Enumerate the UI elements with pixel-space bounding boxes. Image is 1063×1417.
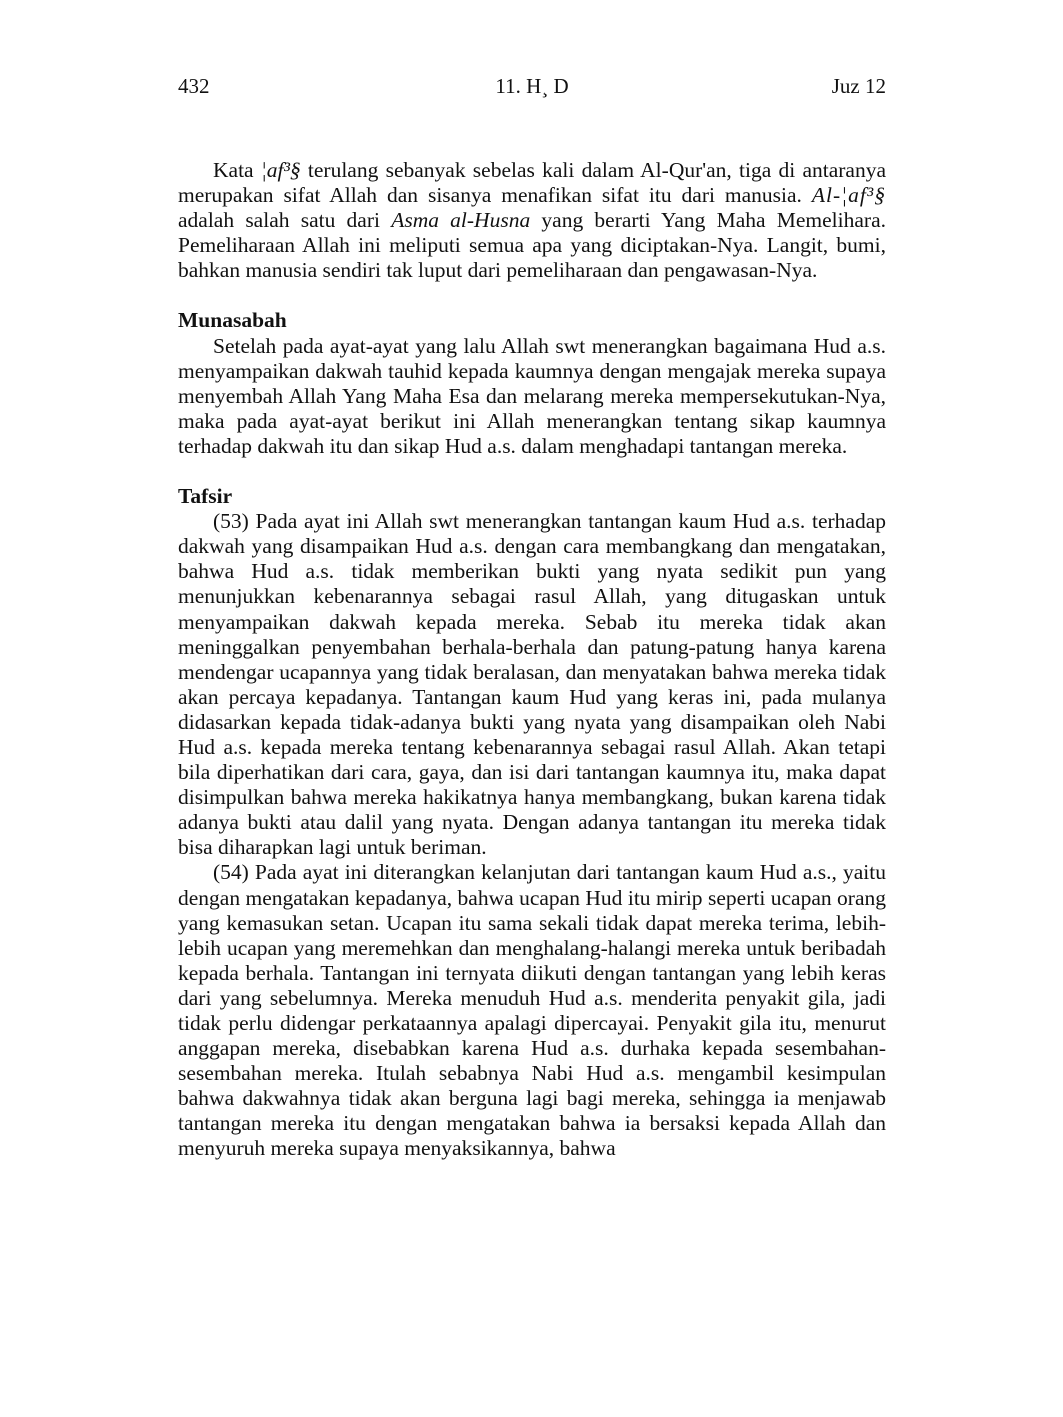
page-header [178, 74, 886, 104]
spacer [178, 283, 886, 308]
page-body [178, 158, 886, 1162]
chapter-title: 11. H¸ D [495, 74, 569, 98]
tafsir-heading: Tafsir [178, 484, 233, 509]
spacer [178, 459, 886, 484]
term-al-hafiz: Al-¦af³§ [811, 183, 886, 208]
intro-text-4: yang berarti Yang Maha Memelihara. Pemeliharaan Allah ini meliputi semua apa yang diciptakan-Nya. Langit, bumi, bahkan manusia sendiri tak luput dari pemeliharaan dan pengawasan-Nya. [178, 208, 886, 283]
intro-text-2: terulang sebanyak sebelas kali dalam Al-Qur'an, tiga di antaranya merupakan sifat Allah dan sisanya menafikan sifat itu dari manusia. [178, 158, 887, 208]
page-number: 432 [178, 74, 210, 98]
intro-text-1: Kata [213, 158, 261, 182]
term-asma-al-husna: Asma al-Husna [391, 208, 531, 233]
juz-label: Juz 12 [831, 74, 886, 98]
munasabah-heading: Munasabah [178, 308, 287, 333]
intro-text-3: adalah salah satu dari [178, 208, 392, 233]
term-hafiz: ¦af³§ [260, 158, 301, 182]
intro-paragraph [178, 158, 886, 283]
tafsir-verse-54: (54) Pada ayat ini diterangkan kelanjutan dari tantangan kaum Hud a.s., yaitu dengan mengatakan kepadanya, bahwa ucapan Hud itu mirip seperti ucapan orang yang kemasukan setan. Ucapan itu sama sekali tidak dapat mereka terima, lebih-lebih ucapan yang meremehkan dan menghalang-halangi mereka untuk beribadah kepada berhala. Tantangan ini ternyata diikuti dengan tantangan yang lebih keras dari yang sebelumnya. Mereka menuduh Hud a.s. menderita penyakit gila, jadi tidak perlu didengar perkataannya apalagi dipercayai. Penyakit gila itu, menurut anggapan mereka, disebabkan karena Hud a.s. durhaka kepada sesembahan-sesembahan mereka. Itulah sebabnya Nabi Hud a.s. mengambil kesimpulan bahwa dakwahnya tidak akan berguna lagi bagi mereka, sehingga ia menjawab tantangan mereka itu dengan mengatakan bahwa ia bersaksi kepada Allah dan menyuruh mereka supaya menyaksikannya, bahwa [178, 860, 886, 1161]
tafsir-verse-53: (53) Pada ayat ini Allah swt menerangkan tantangan kaum Hud a.s. terhadap dakwah yang disampaikan Hud a.s. dengan cara membangkang dan mengatakan, bahwa Hud a.s. tidak memberikan bukti yang nyata sedikit pun yang menunjukkan kebenarannya sebagai rasul Allah, yang ditugaskan untuk menyampaikan dakwah kepada mereka. Sebab itu mereka tidak akan meninggalkan penyembahan berhala-berhala dan patung-patung hanya karena mendengar ucapannya yang tidak beralasan, dan menyatakan bahwa mereka tidak akan percaya kepadanya. Tantangan kaum Hud yang keras ini, pada mulanya didasarkan kepada tidak-adanya bukti yang nyata yang disampaikan oleh Nabi Hud a.s. kepada mereka tentang kebenarannya sebagai rasul Allah. Akan tetapi bila diperhatikan dari cara, gaya, dan isi dari tantangan kaumnya itu, maka dapat disimpulkan bahwa mereka hakikatnya hanya membangkang, bukan karena tidak adanya bukti atau dalil yang nyata. Dengan adanya tantangan itu mereka tidak bisa diharapkan lagi untuk beriman. [178, 509, 886, 860]
munasabah-paragraph: Setelah pada ayat-ayat yang lalu Allah swt menerangkan bagaimana Hud a.s. menyampaikan dakwah tauhid kepada kaumnya dengan mengajak mereka supaya menyembah Allah Yang Maha Esa dan melarang mereka mempersekutukan-Nya, maka pada ayat-ayat berikut ini Allah menerangkan tentang sikap kaumnya terhadap dakwah itu dan sikap Hud a.s. dalam menghadapi tantangan mereka. [178, 333, 886, 458]
